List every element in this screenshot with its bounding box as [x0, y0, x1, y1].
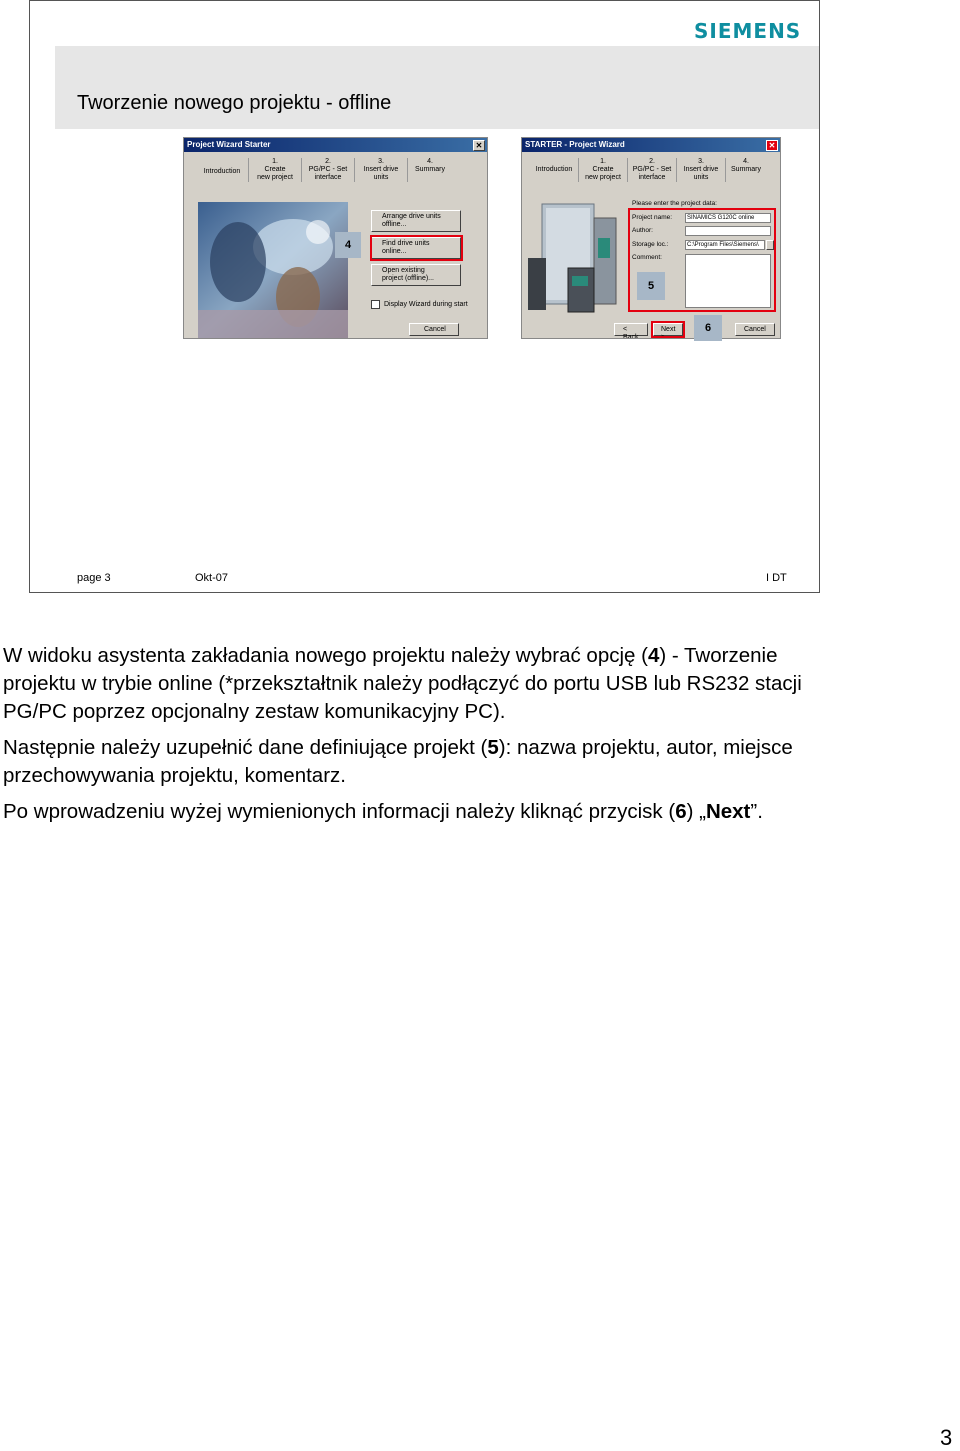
window-title: Project Wizard Starter	[187, 140, 271, 149]
p3-mid: ) „	[686, 800, 706, 823]
window-titlebar	[522, 138, 780, 152]
close-icon[interactable]: ✕	[473, 140, 485, 151]
p2-text: Następnie należy uzupełnić dane definiujące projekt (	[3, 736, 488, 759]
paragraph-2	[3, 734, 943, 790]
step-insert-drives: 3. Insert drive units	[354, 158, 407, 182]
wizard-illustration	[198, 202, 348, 338]
p3-text: Po wprowadzeniu wyżej wymienionych informacji należy kliknąć przycisk (	[3, 800, 676, 823]
p1-rest: ) - Tworzenie projektu w trybie online (*przekształtnik należy podłączyć do portu USB lub RS232 stacji PG/PC poprzez opcjonalny zestaw komunikacyjny PC).	[3, 644, 802, 723]
p1-bold: 4	[647, 644, 660, 667]
step-set-interface: 2. PG/PC - Set interface	[301, 158, 354, 182]
footer-date: Okt-07	[195, 572, 229, 584]
step-set-interface: 2. PG/PC - Set interface	[627, 158, 676, 182]
p2-rest: ): nazwa projektu, autor, miejsce przechowywania projektu, komentarz.	[3, 736, 793, 787]
footer-page: page 3	[77, 572, 111, 584]
open-existing-button[interactable]: Open existing project (offline)...	[371, 264, 461, 286]
step-introduction: Introduction	[203, 168, 241, 175]
window-title: STARTER - Project Wizard	[525, 140, 625, 149]
label-comment: Comment:	[632, 254, 662, 261]
paragraph-3	[3, 798, 803, 826]
badge-6: 6	[694, 315, 722, 341]
body-text	[3, 642, 943, 826]
badge-5: 5	[637, 272, 665, 300]
back-button[interactable]: < Back	[614, 323, 648, 336]
step-insert-drives: 3. Insert drive units	[676, 158, 725, 182]
slide-title: Tworzenie nowego projektu - offline	[77, 92, 392, 114]
footer-dept: I DT	[766, 572, 787, 584]
paragraph-1	[3, 642, 803, 726]
p1-text: W widoku asystenta zakładania nowego projektu należy wybrać opcję (	[3, 644, 648, 667]
p3-next: Next	[705, 800, 751, 823]
project-name-field[interactable]: SINAMICS G120C online	[685, 213, 771, 223]
badge-4: 4	[335, 232, 361, 258]
cancel-button[interactable]: Cancel	[409, 323, 459, 336]
drives-illustration	[528, 198, 626, 318]
p2-bold: 5	[487, 736, 499, 759]
form-prompt: Please enter the project data:	[632, 200, 717, 207]
window-titlebar	[184, 138, 487, 152]
label-project-name: Project name:	[632, 214, 673, 221]
step-create-project: 1. Create new project	[248, 158, 301, 182]
highlight-frame	[651, 321, 685, 338]
checkbox-label: Display Wizard during start	[384, 301, 468, 308]
label-author: Author:	[632, 227, 653, 234]
label-storage-loc: Storage loc.:	[632, 241, 669, 248]
page-number: 3	[940, 1425, 953, 1450]
siemens-logo: SIEMENS	[694, 19, 802, 43]
highlight-frame	[370, 235, 463, 261]
wizard-steps	[196, 158, 452, 182]
close-icon[interactable]: ✕	[766, 140, 778, 151]
step-create-project: 1. Create new project	[578, 158, 627, 182]
checkbox-box[interactable]	[371, 300, 380, 309]
starter-project-wizard-window	[521, 137, 781, 339]
storage-loc-field[interactable]: C:\Program Files\Siemens\	[685, 240, 765, 250]
cancel-button[interactable]: Cancel	[735, 323, 775, 336]
title-band	[55, 46, 819, 129]
display-wizard-checkbox[interactable]	[371, 300, 468, 309]
wizard-steps	[530, 158, 766, 182]
step-summary: 4. Summary	[725, 158, 766, 182]
next-button[interactable]: Next >	[653, 323, 683, 336]
arrange-offline-button[interactable]: Arrange drive units offline...	[371, 210, 461, 232]
step-introduction: Introduction	[535, 166, 573, 173]
p3-end: ”.	[750, 800, 763, 823]
p3-bold: 6	[675, 800, 687, 823]
find-online-button[interactable]: Find drive units online...	[371, 237, 461, 259]
slide-frame	[29, 0, 820, 593]
step-summary: 4. Summary	[407, 158, 452, 182]
